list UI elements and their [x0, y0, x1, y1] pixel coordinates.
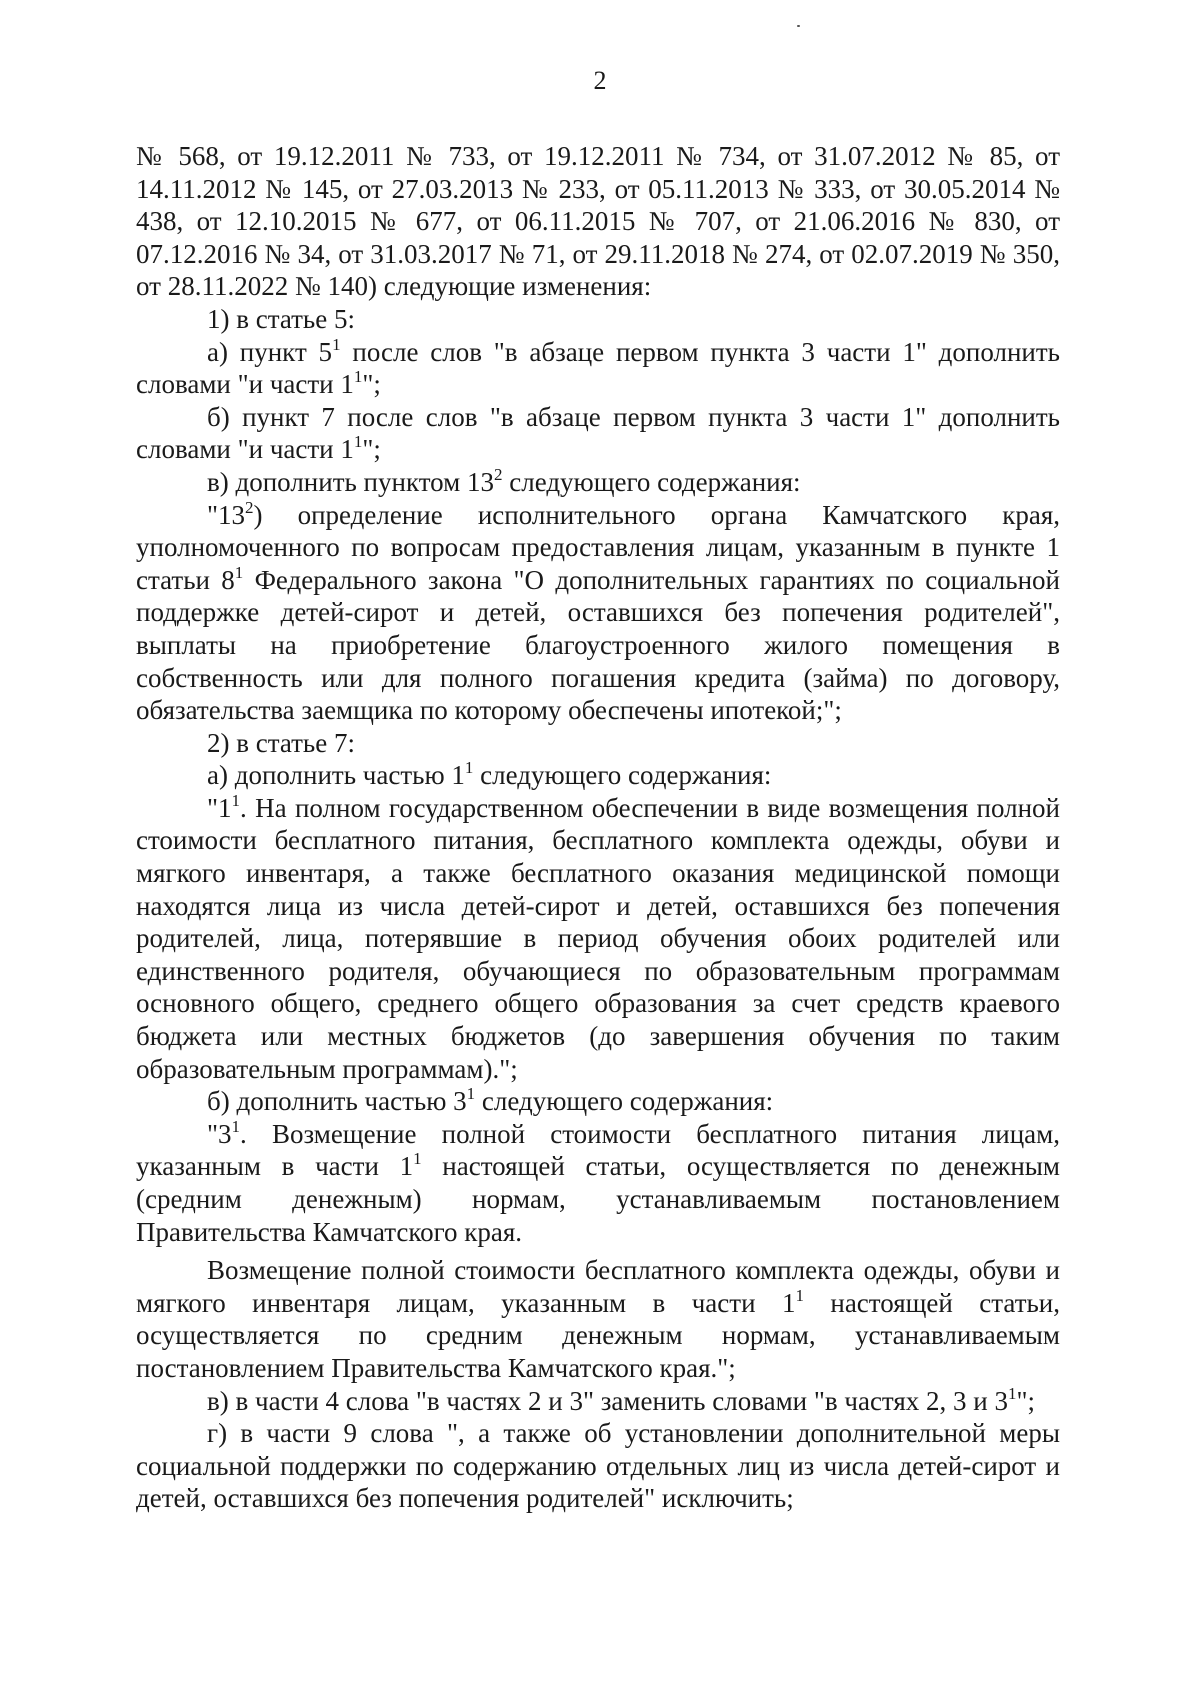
- text-segment: а) дополнить частью 1: [207, 760, 465, 791]
- paragraph-p11: [136, 1118, 1060, 1248]
- paragraph-p4: [136, 401, 1060, 466]
- text-segment: в) дополнить пунктом 13: [207, 466, 494, 497]
- paragraph-p5: [136, 466, 1060, 499]
- text-segment: ";: [362, 369, 381, 400]
- paragraph-p10: [136, 1085, 1060, 1118]
- text-segment: настоящей статьи, осуществляется по средним денежным нормам, устанавливаемым постановлением Правительства Камчатского края.";: [136, 1287, 1061, 1383]
- text-segment: "1: [207, 792, 232, 823]
- text-segment: Возмещение полной стоимости бесплатного комплекта одежды, обуви и мягкого инвентаря лицам, указанным в части 1: [136, 1255, 1060, 1318]
- paragraph-p1: [136, 140, 1060, 303]
- text-segment: б) дополнить частью 3: [207, 1086, 467, 1117]
- superscript: 1: [234, 562, 244, 582]
- text-segment: настоящей статьи, осуществляется по денежным (средним денежным) нормам, устанавливаемым постановлением Правительства Камчатского края.: [136, 1151, 1061, 1247]
- text-segment: . На полном государственном обеспечении в виде возмещения полной стоимости бесплатного питания, бесплатного комплекта одежды, обуви и мягкого инвентаря, а также бесплатного оказания медицинской помощи находятся лица из числа детей-сирот и детей, оставшихся без попечения родителей, лица, потерявшие в период обучения обоих родителей или единственного родителя, обучающиеся по образовательным программам основного общего, среднего общего образования за счет средств краевого бюджета или местных бюджетов (до завершения обучения по таким образовательным программам).";: [136, 792, 1060, 1084]
- superscript: 1: [795, 1285, 804, 1305]
- superscript: 2: [493, 464, 503, 484]
- superscript: 1: [332, 334, 341, 354]
- paragraph-p8: [136, 759, 1060, 792]
- superscript: 1: [413, 1149, 422, 1169]
- text-segment: ) определение исполнительного органа Камчатского края, уполномоченного по вопросам предоставления лицам, указанным в пункте 1 статьи 8: [136, 499, 1060, 595]
- document-body: [136, 140, 1060, 1515]
- text-segment: 1) в статье 5:: [207, 303, 355, 334]
- paragraph-p13: [136, 1385, 1060, 1418]
- superscript: 1: [231, 1116, 241, 1136]
- text-segment: в) в части 4 слова "в частях 2 и 3" заменить словами "в частях 2, 3 и 3: [207, 1385, 1008, 1416]
- text-segment: ";: [362, 434, 381, 465]
- superscript: 1: [466, 1084, 476, 1104]
- text-segment: б) пункт 7 после слов "в абзаце первом пункта 3 части 1" дополнить словами "и части 1: [136, 401, 1060, 465]
- superscript: 1: [353, 432, 363, 452]
- text-segment: г) в части 9 слова ", а также об установлении дополнительной меры социальной поддержки по содержанию отдельных лиц из числа детей-сирот и детей, оставшихся без попечения родителей" исключить;: [136, 1418, 1060, 1514]
- page-number: 2: [593, 66, 607, 95]
- superscript: 2: [245, 497, 254, 517]
- text-segment: 2) в статье 7:: [207, 727, 355, 758]
- superscript: 1: [353, 367, 363, 387]
- text-segment: "13: [207, 499, 246, 530]
- paragraph-p2: [136, 303, 1060, 336]
- text-segment: следующего содержания:: [475, 1086, 774, 1117]
- paragraph-p12: [136, 1254, 1060, 1384]
- text-segment: "3: [207, 1118, 232, 1149]
- paragraph-p6: [136, 499, 1060, 727]
- superscript: 1: [231, 790, 241, 810]
- superscript: 1: [1008, 1383, 1017, 1403]
- text-segment: а) пункт 5: [207, 336, 333, 367]
- scan-speck: [797, 25, 800, 27]
- paragraph-p9: [136, 792, 1060, 1085]
- paragraph-p7: [136, 727, 1060, 760]
- paragraph-p3: [136, 336, 1060, 401]
- text-segment: после слов "в абзаце первом пункта 3 части 1" дополнить словами "и части 1: [136, 336, 1060, 400]
- paragraph-p14: [136, 1417, 1060, 1515]
- text-segment: . Возмещение полной стоимости бесплатного питания лицам, указанным в части 1: [136, 1118, 1060, 1182]
- text-segment: следующего содержания:: [473, 760, 772, 791]
- text-segment: ";: [1016, 1385, 1036, 1416]
- text-segment: Федерального закона "О дополнительных гарантиях по социальной поддержке детей-сирот и детей, оставшихся без попечения родителей", выплаты на приобретение благоустроенного жилого помещения в собственность или для полного погашения кредита (займа) по договору, обязательства заемщика по которому обеспечены ипотекой;";: [136, 564, 1060, 726]
- superscript: 1: [464, 758, 474, 778]
- text-segment: № 568, от 19.12.2011 № 733, от 19.12.2011 № 734, от 31.07.2012 № 85, от 14.11.2012 № 145, от 27.03.2013 № 233, от 05.11.2013 № 333, от 30.05.2014 № 438, от 12.10.2015 № 677, от 06.11.2015 № 707, от 21.06.2016 № 830, от 07.12.2016 № 34, от 31.03.2017 № 71, от 29.11.2018 № 274, от 02.07.2019 № 350, от 28.11.2022 № 140) следующие изменения:: [136, 141, 1060, 302]
- text-segment: следующего содержания:: [502, 466, 801, 497]
